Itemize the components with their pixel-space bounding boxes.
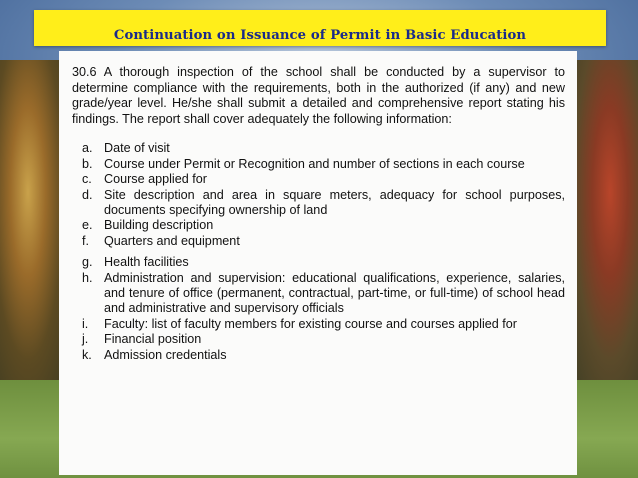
item-text: Building description — [104, 218, 214, 233]
document-page — [59, 51, 577, 475]
item-letter: a. — [82, 141, 93, 156]
item-text: Date of visit — [104, 141, 170, 156]
item-text: Faculty: list of faculty members for existing course and courses applied for — [104, 316, 517, 331]
item-text: Course under Permit or Recognition and number of sections in each course — [104, 156, 525, 171]
item-letter: e. — [82, 218, 93, 233]
list-item — [72, 157, 565, 172]
intro-paragraph: 30.6 A thorough inspection of the school shall be conducted by a supervisor to determine compliance with the requirements, both in the authorized (if any) and new grade/year level. He/she shall submit a detailed and comprehensive report stating his findings. The report shall cover adequately the following information: — [72, 65, 565, 126]
item-letter: k. — [82, 347, 92, 362]
list-item — [72, 172, 565, 187]
item-text: Financial position — [104, 332, 202, 347]
item-text: Administration and supervision: educational qualifications, experience, salaries, and tenure of office (permanent, contractual, part-time, or full-time) of school head and administrative and supervisory officials — [104, 270, 565, 316]
requirements-list — [72, 141, 565, 363]
list-item — [72, 188, 565, 219]
slide-title: Continuation on Issuance of Permit in Basic Education — [113, 28, 527, 43]
background-trees-right — [568, 60, 638, 390]
item-text: Health facilities — [104, 255, 189, 270]
list-item — [72, 234, 565, 249]
list-item — [72, 317, 565, 332]
list-item — [72, 255, 565, 270]
item-letter: c. — [82, 172, 92, 187]
item-letter: d. — [82, 187, 93, 202]
item-text: Admission credentials — [104, 347, 227, 362]
list-item — [72, 348, 565, 363]
list-item — [72, 141, 565, 156]
item-letter: f. — [82, 233, 89, 248]
list-item — [72, 271, 565, 317]
list-item — [72, 332, 565, 347]
item-letter: h. — [82, 270, 93, 285]
title-banner — [34, 10, 606, 46]
item-text: Quarters and equipment — [104, 233, 240, 248]
item-letter: j. — [82, 332, 89, 347]
list-item — [72, 218, 565, 233]
item-text: Site description and area in square meters, adequacy for school purposes, documents specifying ownership of land — [104, 187, 565, 217]
item-letter: g. — [82, 255, 93, 270]
item-letter: i. — [82, 316, 89, 331]
item-letter: b. — [82, 156, 93, 171]
item-text: Course applied for — [104, 172, 207, 187]
